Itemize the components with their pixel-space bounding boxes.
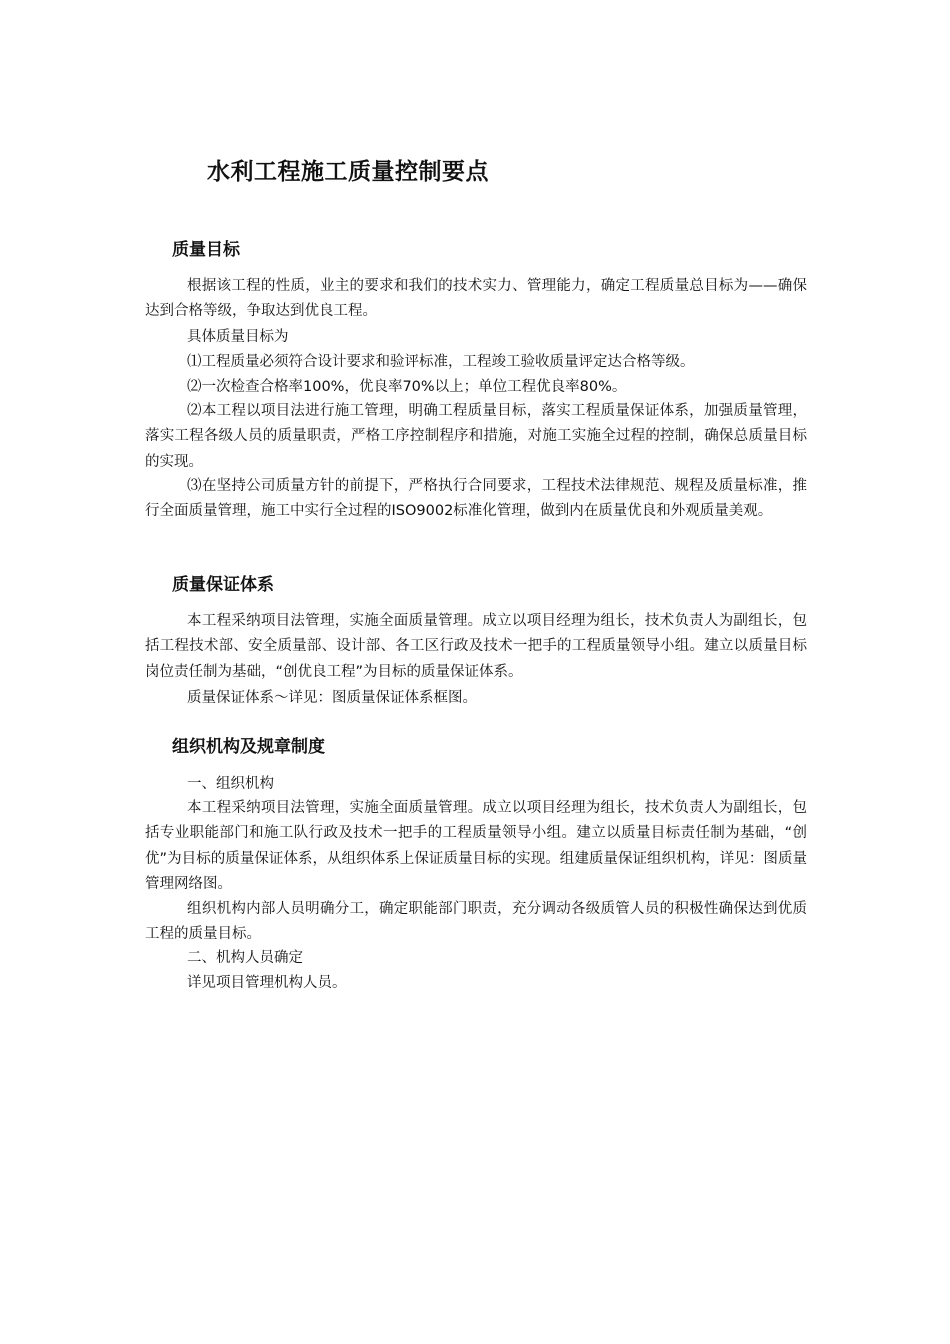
list-item: ⑵本工程以项目法进行施工管理，明确工程质量目标，落实工程质量保证体系，加强质量管理，落实工程各级人员的质量职责，严格工序控制程序和措施，对施工实施全过程的控制，确保总质量目标的实现。 [145, 403, 807, 470]
list-item: ⑵一次检查合格率100%，优良率70%以上；单位工程优良率80%。 [187, 379, 627, 395]
paragraph: 根据该工程的性质，业主的要求和我们的技术实力、管理能力，确定工程质量总目标为——确保达到合格等级，争取达到优良工程。 [145, 278, 807, 320]
paragraph: 详见项目管理机构人员。 [187, 975, 347, 991]
paragraph: 组织机构内部人员明确分工，确定职能部门职责，充分调动各级质管人员的积极性确保达到优质工程的质量目标。 [145, 901, 807, 943]
paragraph: 本工程采纳项目法管理，实施全面质量管理。成立以项目经理为组长，技术负责人为副组长，包括工程技术部、安全质量部、设计部、各工区行政及技术一把手的工程质量领导小组。建立以质量目标岗位责任制为基础，“创优良工程”为目标的质量保证体系。 [145, 613, 807, 680]
subheading: 一、组织机构 [187, 776, 274, 792]
list-item: ⑶在坚持公司质量方针的前提下，严格执行合同要求，工程技术法律规范、规程及质量标准，推行全面质量管理，施工中实行全过程的ISO9002标准化管理，做到内在质量优良和外观质量美观。 [145, 478, 807, 520]
document-title: 水利工程施工质量控制要点 [207, 159, 489, 185]
paragraph: 本工程采纳项目法管理，实施全面质量管理。成立以项目经理为组长，技术负责人为副组长，包括专业职能部门和施工队行政及技术一把手的工程质量领导小组。建立以质量目标责任制为基础，“创优”为目标的质量保证体系，从组织体系上保证质量目标的实现。组建质量保证组织机构，详见：图质量管理网络图。 [145, 800, 807, 893]
list-item: ⑴工程质量必须符合设计要求和验评标准，工程竣工验收质量评定达合格等级。 [187, 354, 695, 370]
paragraph: 具体质量目标为 [187, 329, 289, 345]
section-heading-quality-goals: 质量目标 [172, 240, 240, 260]
section-heading-organization: 组织机构及规章制度 [172, 737, 325, 757]
paragraph: 质量保证体系～详见：图质量保证体系框图。 [187, 690, 477, 706]
section-heading-quality-assurance: 质量保证体系 [172, 575, 274, 595]
subheading: 二、机构人员确定 [187, 950, 303, 966]
